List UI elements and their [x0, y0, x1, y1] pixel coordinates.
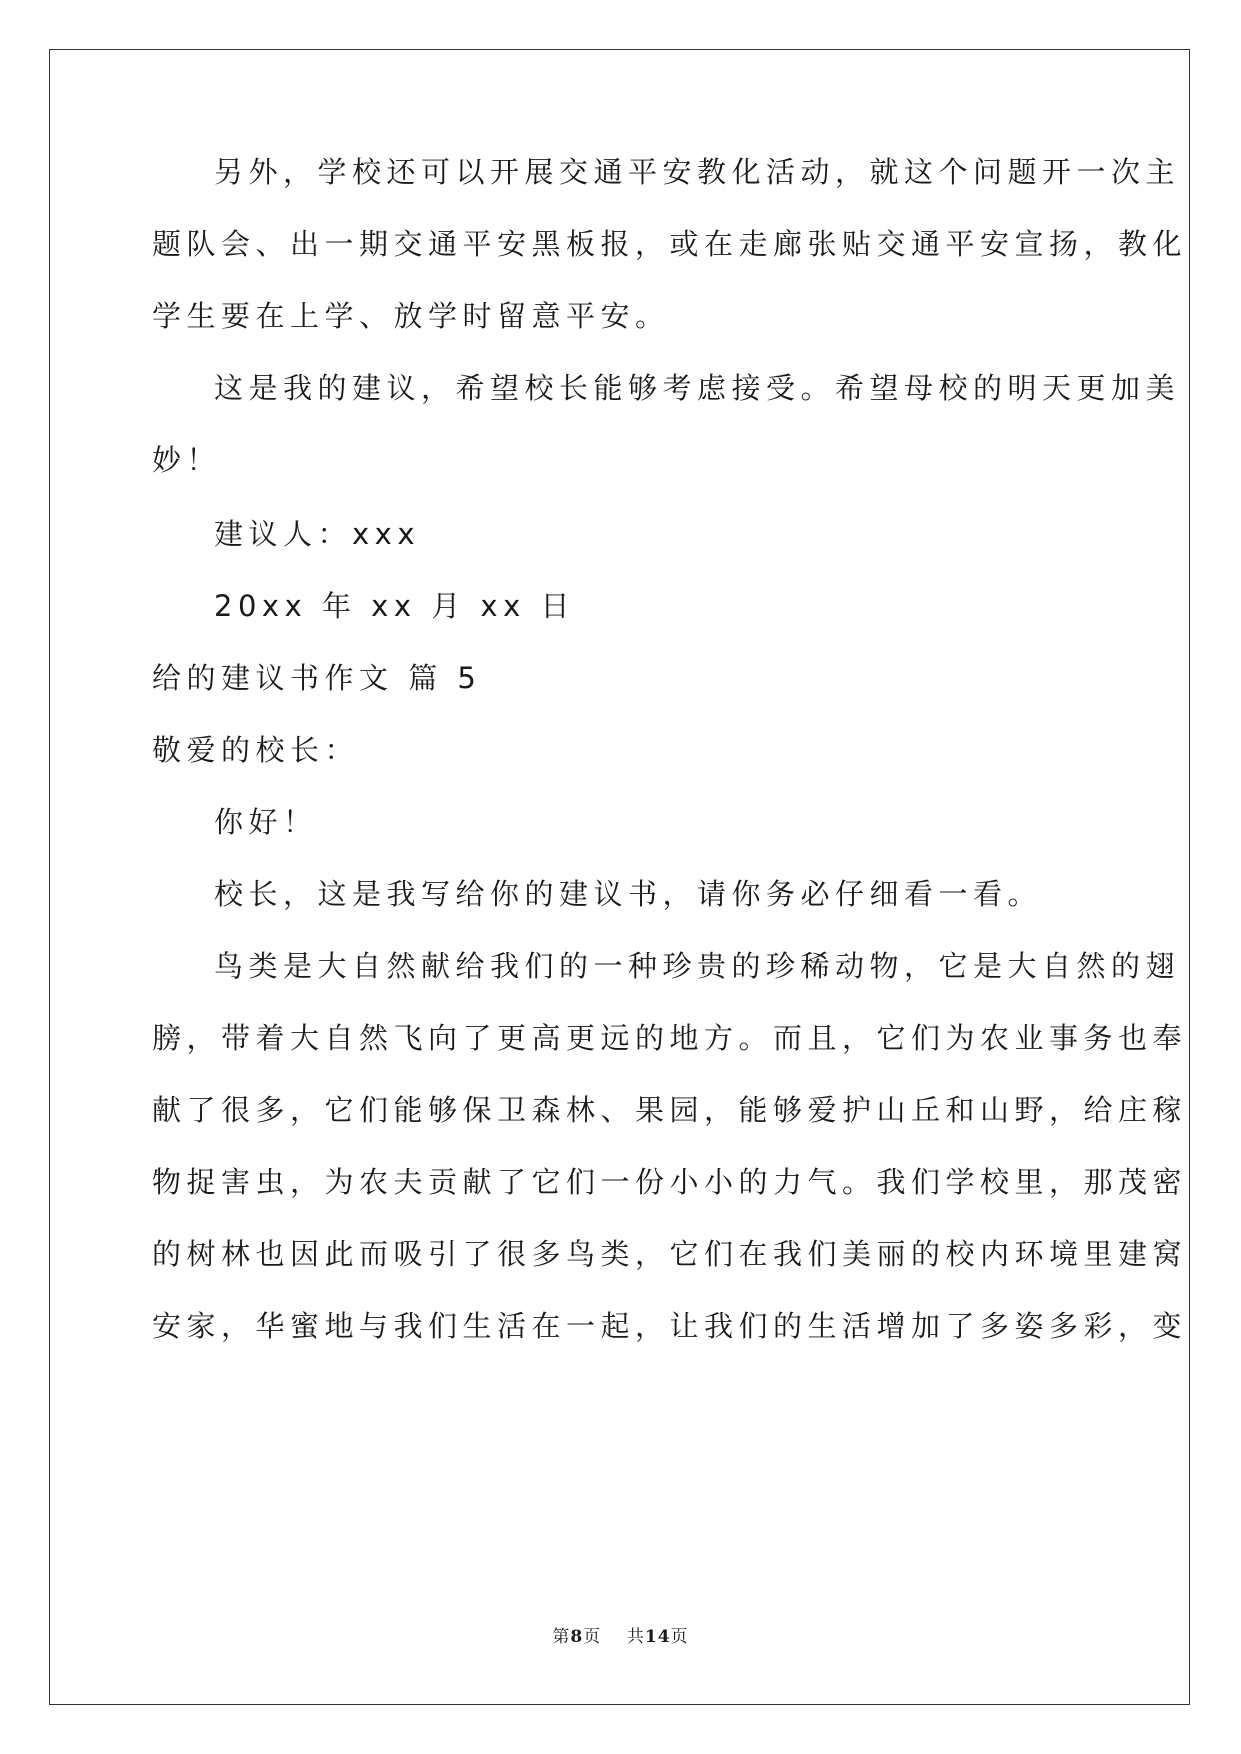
footer-total-suffix: 页 [670, 1627, 689, 1647]
salutation: 敬爱的校长： [152, 733, 360, 767]
page-footer [0, 1622, 1241, 1647]
total-page-count: 14 [644, 1627, 671, 1647]
paragraph-line: 校长，这是我写给你的建议书，请你务必仔细看一看。 [214, 877, 1043, 911]
paragraph-line: 题队会、出一期交通平安黑板报，或在走廊张贴交通平安宣扬，教化 [152, 227, 1188, 261]
date-line: 20xx 年 xx 月 xx 日 [214, 589, 575, 623]
paragraph-line: 物捉害虫，为农夫贡献了它们一份小小的力气。我们学校里，那茂密 [152, 1165, 1188, 1199]
paragraph-line: 膀，带着大自然飞向了更高更远的地方。而且，它们为农业事务也奉 [152, 1021, 1188, 1055]
paragraph-line: 的树林也因此而吸引了很多鸟类，它们在我们美丽的校内环境里建窝 [152, 1237, 1188, 1271]
current-page-number: 8 [570, 1627, 584, 1647]
paragraph-line: 鸟类是大自然献给我们的一种珍贵的珍稀动物，它是大自然的翅 [214, 949, 1181, 983]
paragraph-line: 妙！ [152, 443, 222, 477]
footer-prefix: 第 [552, 1627, 571, 1647]
signature-line: 建议人：xxx [214, 517, 420, 551]
paragraph-line: 这是我的建议，希望校长能够考虑接受。希望母校的明天更加美 [214, 371, 1181, 405]
footer-total-prefix: 共 [626, 1627, 645, 1647]
paragraph-line: 安家，华蜜地与我们生活在一起，让我们的生活增加了多姿多彩，变 [152, 1309, 1188, 1343]
footer-page-word: 页 [583, 1627, 602, 1647]
section-heading: 给的建议书作文 篇 5 [152, 661, 482, 695]
paragraph-line: 献了很多，它们能够保卫森林、果园，能够爱护山丘和山野，给庄稼 [152, 1093, 1188, 1127]
paragraph-line: 另外，学校还可以开展交通平安教化活动，就这个问题开一次主 [214, 155, 1181, 189]
greeting: 你好！ [214, 805, 318, 839]
paragraph-line: 学生要在上学、放学时留意平安。 [152, 299, 670, 333]
